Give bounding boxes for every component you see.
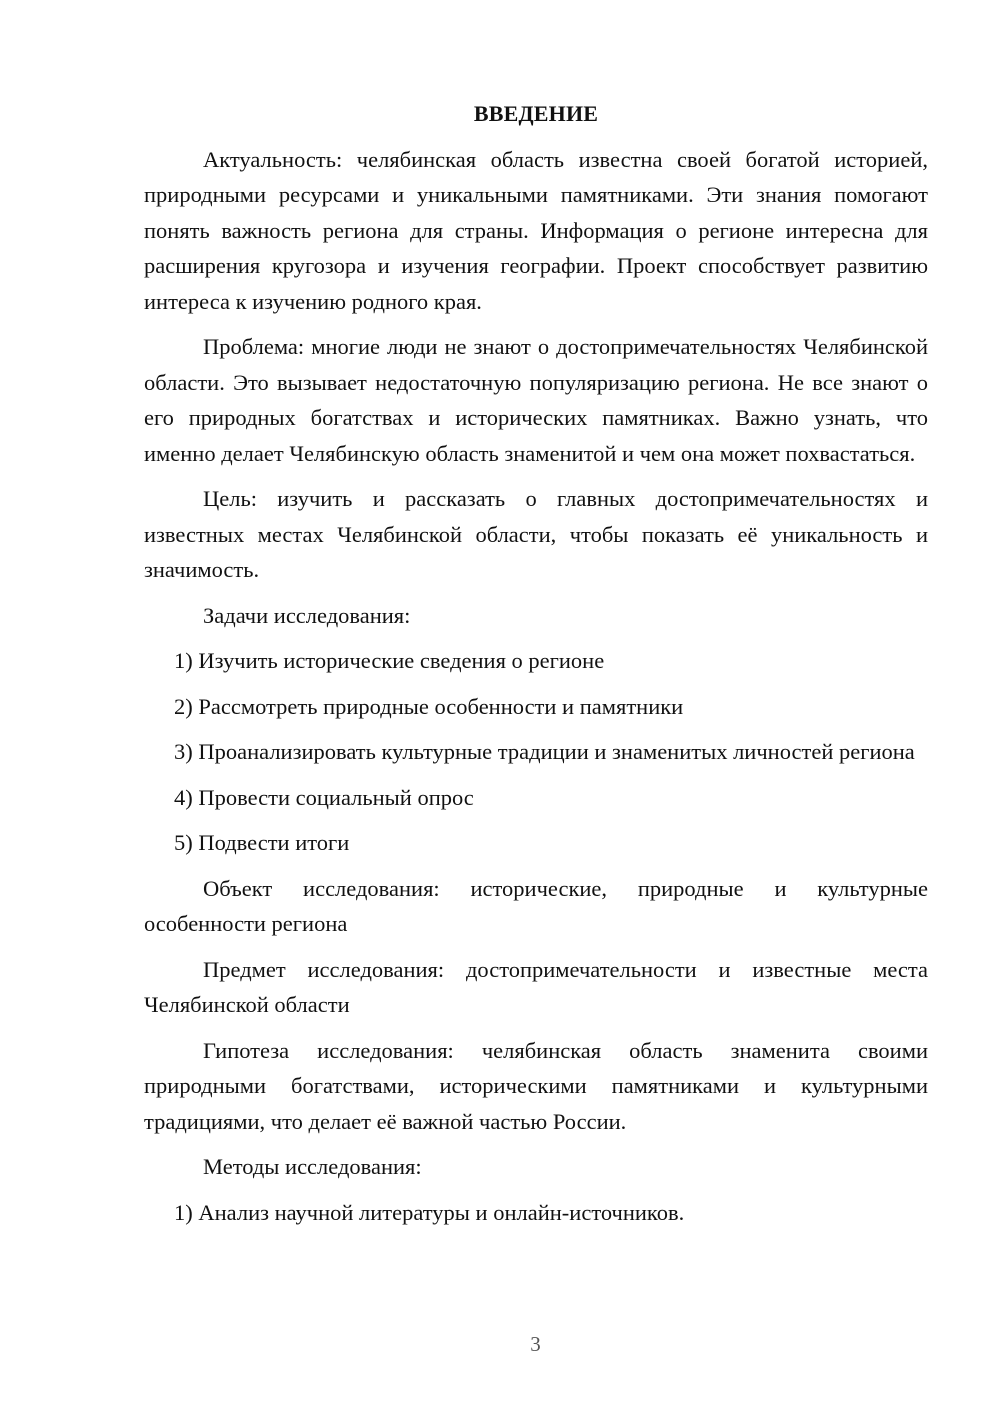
section-title: ВВЕДЕНИЕ xyxy=(473,101,599,126)
task-item: 3) Проанализировать культурные традиции и знаменитых личностей региона xyxy=(174,739,915,764)
methods-label: Методы исследования: xyxy=(203,1154,422,1179)
task-item: 1) Изучить исторические сведения о регионе xyxy=(174,648,605,673)
tasks-label: Задачи исследования: xyxy=(203,602,411,628)
page-content xyxy=(144,96,928,1240)
hypothesis-paragraph: Гипотеза исследования: челябинская область знаменита своими природными богатствами, историческими памятниками и культурными традициями, что делает её важной частью России. xyxy=(144,1037,928,1134)
subject-paragraph: Предмет исследования: достопримечательности и известные места Челябинской области xyxy=(144,956,928,1017)
task-item: 5) Подвести итоги xyxy=(174,830,350,855)
goal-paragraph: Цель: изучить и рассказать о главных достопримечательностях и известных местах Челябинской области, чтобы показать её уникальность и значимость. xyxy=(144,486,928,582)
task-item: 4) Провести социальный опрос xyxy=(174,784,474,810)
object-paragraph: Объект исследования: исторические, природные и культурные особенности региона xyxy=(144,875,928,936)
relevance-paragraph: Актуальность: челябинская область известна своей богатой историей, природными ресурсами и уникальными памятниками. Эти знания помогают понять важность региона для страны. Информация о регионе интересна для расширения кругозора и изучения географии. Проект способствует развитию интереса к изучению родного края. xyxy=(144,146,928,314)
problem-paragraph: Проблема: многие люди не знают о достопримечательностях Челябинской области. Это вызывает недостаточную популяризацию региона. Не все знают о его природных богатствах и исторических памятниках. Важно узнать, что именно делает Челябинскую область знаменитой и чем она может похвастаться. xyxy=(144,334,928,466)
page-number: 3 xyxy=(530,1332,541,1356)
method-item: 1) Анализ научной литературы и онлайн-источников. xyxy=(174,1199,685,1225)
task-item: 2) Рассмотреть природные особенности и памятники xyxy=(174,693,684,719)
